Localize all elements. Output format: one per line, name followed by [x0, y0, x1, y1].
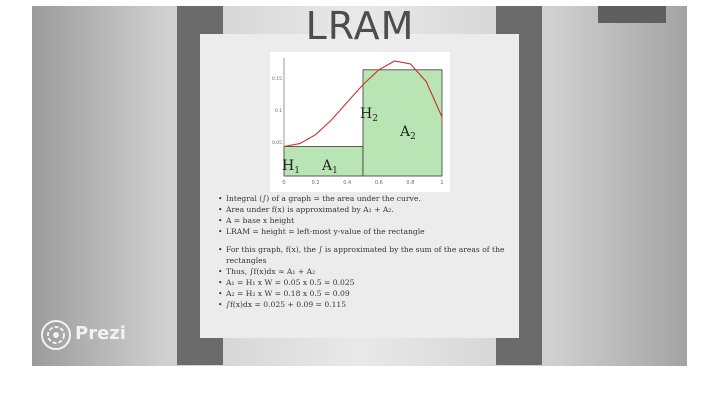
y-tick-label: 0.1 [274, 109, 282, 114]
x-tick-label: 0.6 [374, 180, 383, 186]
lram-chart [270, 52, 450, 192]
right-bracket [519, 6, 542, 365]
bullet-item: • Thus, ∫f(x)dx ≈ A₁ + A₂ [218, 266, 518, 277]
x-tick-label: 0.4 [343, 180, 352, 186]
a1-label: $A_1$ [322, 158, 338, 176]
bullet-item: • A₂ = H₂ x W = 0.18 x 0.5 = 0.09 [218, 288, 518, 299]
h2-label: $H_2$ [360, 106, 378, 124]
x-tick-label: 0 [282, 180, 286, 186]
a2-label: $A_2$ [400, 124, 416, 142]
bullet-item: • A = base x height [218, 215, 518, 226]
prezi-wordmark: Prezi [75, 323, 126, 344]
bullet-item: • LRAM = height = left-most y-value of the rectangle [218, 226, 518, 237]
bullet-item: • A₁ = H₁ x W = 0.05 x 0.5 = 0.025 [218, 277, 518, 288]
x-tick-label: 0.2 [311, 180, 320, 186]
bullet-list [218, 193, 518, 310]
prezi-logo[interactable] [40, 318, 130, 352]
bullet-item: • Integral (∫) of a graph = the area under the curve. [218, 193, 518, 204]
right-bracket-top [496, 6, 542, 34]
right-bracket-bottom [496, 338, 542, 365]
left-bracket [177, 6, 200, 365]
h1-label: $H_1$ [282, 158, 300, 176]
x-tick-label: 1 [440, 180, 444, 186]
slide-title: LRAM [305, 4, 415, 48]
lram-chart-svg [270, 52, 450, 192]
left-bracket-top [177, 6, 223, 34]
corner-decoration [598, 6, 666, 23]
y-tick-label: 0.15 [271, 77, 282, 82]
bullet-item: • Area under f(x) is approximated by A₁ + A₂. [218, 204, 518, 215]
bullet-item: • For this graph, f(x), the ∫ is approximated by the sum of the areas of the rectangles [218, 244, 518, 266]
bullet-item: • ∫f(x)dx = 0.025 + 0.09 = 0.115 [218, 299, 518, 310]
y-tick-label: 0.05 [271, 141, 282, 146]
left-bracket-bottom [177, 338, 223, 365]
prezi-icon [40, 319, 72, 351]
x-tick-label: 0.8 [406, 180, 415, 186]
